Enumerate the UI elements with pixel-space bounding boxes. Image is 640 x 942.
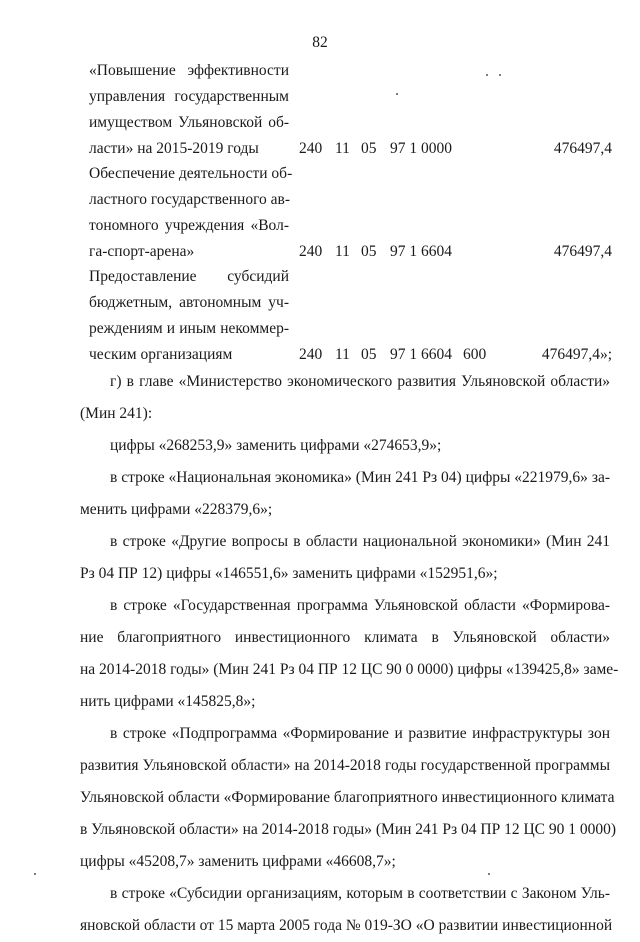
paragraph [80, 526, 610, 590]
amount: 476497,4»; [541, 346, 612, 363]
scan-speck [488, 873, 490, 875]
paragraph [80, 718, 617, 878]
section-code: 11 [335, 140, 350, 157]
paragraph-line: в строке «Другие вопросы в области национальной экономики» (Мин 241 [110, 533, 610, 550]
scan-speck [34, 873, 36, 875]
paragraph-line: менить цифрами «228379,6»; [80, 501, 273, 518]
paragraph-line: в строке «Субсидии организациям, которым в соответствии с Законом Уль- [110, 885, 610, 902]
target-article-code: 97 1 6604 [390, 346, 452, 363]
paragraph-line: Ульяновской области «Формирование благоприятного инвестиционного климата [80, 789, 615, 806]
scan-speck [486, 74, 488, 76]
scan-speck [499, 74, 501, 76]
target-article-code: 97 1 6604 [390, 243, 452, 260]
paragraph [80, 366, 610, 430]
paragraph-line: яновской области от 15 марта 2005 года № 019-ЗО «О развитии инвестиционной [80, 917, 613, 934]
subsection-code: 05 [361, 243, 377, 260]
amount: 476497,4 [553, 243, 612, 260]
row-description-line: га-спорт-арена» [89, 243, 195, 260]
row-description-line: ласти» на 2015-2019 годы [89, 140, 259, 157]
paragraph-line: ние благоприятного инвестиционного климата в Ульяновской области» [80, 629, 610, 646]
subsection-code: 05 [361, 140, 377, 157]
paragraph-line: цифры «268253,9» заменить цифрами «274653,9»; [110, 437, 442, 454]
row-description-line: ческим организациям [89, 346, 233, 363]
row-description-line: ластного государственного ав- [89, 191, 291, 208]
scan-speck [396, 93, 398, 95]
section-code: 11 [335, 346, 350, 363]
paragraph [80, 590, 619, 718]
paragraph-line: г) в главе «Министерство экономического развития Ульяновской области» [110, 373, 610, 390]
target-article-code: 97 1 0000 [390, 140, 452, 157]
row-description-line: Предоставление субсидий [89, 268, 289, 285]
amount: 476497,4 [553, 140, 612, 157]
row-description-line: Обеспечение деятельности об- [89, 165, 293, 182]
paragraph-line: в строке «Национальная экономика» (Мин 241 Рз 04) цифры «221979,6» за- [110, 469, 610, 486]
ministry-code: 240 [299, 140, 323, 157]
paragraph-line: Рз 04 ПР 12) цифры «146551,6» заменить цифрами «152951,6»; [80, 565, 498, 582]
row-description-line: реждениям и иным некоммер- [89, 320, 289, 337]
row-description-line: тономного учреждения «Вол- [89, 217, 289, 234]
row-description-line: бюджетным, автономным уч- [89, 294, 289, 311]
page-number: 82 [312, 34, 328, 51]
paragraph-line: нить цифрами «145825,8»; [80, 693, 256, 710]
paragraph-line: в строке «Подпрограмма «Формирование и развитие инфраструктуры зон [110, 725, 610, 742]
row-description-line: управления государственным [89, 88, 289, 105]
paragraph-line: (Мин 241): [80, 405, 153, 422]
expense-type-code: 600 [463, 346, 487, 363]
paragraph-line: цифры «45208,7» заменить цифрами «46608,7»; [80, 853, 396, 870]
section-code: 11 [335, 243, 350, 260]
row-description-line: имуществом Ульяновской об- [89, 114, 289, 131]
ministry-code: 240 [299, 346, 323, 363]
paragraph [80, 878, 613, 942]
paragraph-line: на 2014-2018 годы» (Мин 241 Рз 04 ПР 12 ЦС 90 0 0000) цифры «139425,8» заме- [80, 661, 619, 678]
subsection-code: 05 [361, 346, 377, 363]
paragraph [80, 462, 610, 526]
paragraph [80, 430, 610, 462]
paragraph-line: развития Ульяновской области» на 2014-2018 годы государственной программы [80, 757, 610, 774]
paragraph-line: в строке «Государственная программа Ульяновской области «Формирова- [110, 597, 610, 614]
ministry-code: 240 [299, 243, 323, 260]
row-description-line: «Повышение эффективности [89, 62, 289, 79]
paragraph-line: в Ульяновской области» на 2014-2018 годы» (Мин 241 Рз 04 ПР 12 ЦС 90 1 0000) [80, 821, 617, 838]
